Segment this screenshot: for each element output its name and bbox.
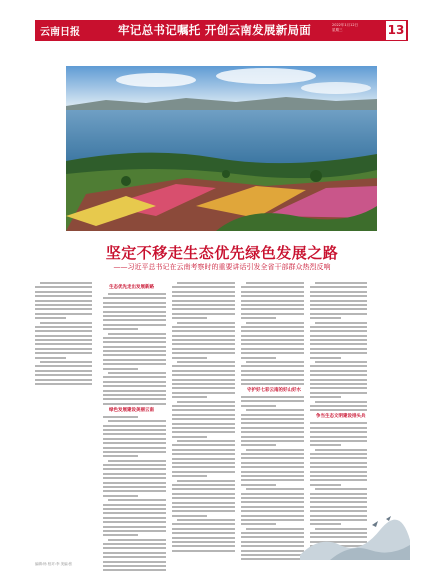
text-line (103, 477, 166, 479)
text-column (241, 282, 304, 563)
text-line (103, 394, 166, 396)
text-line (103, 512, 166, 514)
text-line (241, 497, 304, 499)
text-line (172, 291, 235, 293)
text-line (241, 515, 304, 517)
text-line (241, 414, 304, 416)
text-line (241, 300, 304, 302)
masthead-logo: 云南日报 (40, 27, 80, 38)
text-line (103, 324, 166, 326)
text-line (40, 361, 92, 363)
text-line (172, 370, 235, 372)
text-line (241, 335, 304, 337)
text-line (172, 352, 235, 354)
text-line (108, 499, 166, 501)
text-line (310, 352, 367, 354)
text-line (315, 449, 367, 451)
text-line (103, 381, 166, 383)
text-line (172, 449, 235, 451)
text-line (310, 444, 341, 446)
text-line (241, 418, 304, 420)
text-line (172, 348, 235, 350)
text-line (310, 501, 367, 503)
text-line (246, 488, 304, 490)
text-line (35, 352, 92, 354)
text-line (103, 468, 166, 470)
text-line (241, 308, 304, 310)
text-line (310, 453, 367, 455)
text-line (315, 282, 367, 284)
text-line (172, 510, 235, 512)
text-line (241, 444, 276, 446)
text-line (172, 405, 235, 407)
text-line (172, 475, 207, 477)
text-line (310, 475, 367, 477)
text-line (172, 541, 235, 543)
text-line (172, 308, 235, 310)
text-line (172, 357, 207, 359)
text-line (177, 440, 235, 442)
text-line (172, 396, 207, 398)
text-line (103, 302, 166, 304)
text-line (241, 379, 304, 381)
text-line (103, 438, 166, 440)
banner-headline: 牢记总书记嘱托 开创云南发展新局面 (118, 23, 312, 37)
text-line (241, 536, 304, 538)
text-line (310, 431, 367, 433)
text-line (241, 506, 304, 508)
text-line (310, 317, 341, 319)
text-line (172, 488, 235, 490)
text-line (172, 523, 235, 525)
text-line (310, 295, 367, 297)
text-line (103, 504, 166, 506)
text-line (172, 453, 235, 455)
text-line (241, 352, 304, 354)
text-line (246, 282, 304, 284)
text-line (310, 462, 367, 464)
text-line (315, 361, 367, 363)
text-line (310, 409, 367, 411)
text-line (241, 374, 304, 376)
text-line (35, 374, 92, 376)
text-line (103, 354, 166, 356)
text-line (172, 300, 235, 302)
text-line (103, 346, 166, 348)
text-line (172, 317, 207, 319)
text-line (310, 387, 367, 389)
page-footer: 编辑:杨 校对:李 美编:张 (35, 562, 73, 566)
text-line (241, 453, 304, 455)
text-line (177, 401, 235, 403)
text-line (103, 508, 166, 510)
text-line (310, 291, 367, 293)
text-line (35, 295, 92, 297)
text-line (103, 306, 166, 308)
text-line (241, 554, 304, 556)
text-line (103, 569, 166, 571)
text-line (108, 539, 166, 541)
text-line (103, 486, 166, 488)
text-line (241, 431, 304, 433)
text-line (310, 313, 367, 315)
text-line (310, 436, 367, 438)
text-line (241, 405, 276, 407)
text-line (241, 400, 304, 402)
text-line (172, 295, 235, 297)
text-line (103, 429, 166, 431)
text-line (103, 526, 166, 528)
text-line (103, 495, 138, 497)
issue-date: 2022年1月12日 星期三 (332, 23, 359, 32)
text-line (246, 322, 304, 324)
text-line (172, 414, 235, 416)
text-line (310, 422, 367, 424)
text-line (172, 387, 235, 389)
text-line (172, 484, 235, 486)
text-line (35, 317, 66, 319)
text-line (241, 422, 304, 424)
text-line (172, 326, 235, 328)
text-line (241, 295, 304, 297)
text-line (172, 532, 235, 534)
text-line (172, 462, 235, 464)
text-line (172, 343, 235, 345)
text-line (241, 339, 304, 341)
section-subhead: 生态优先走出发展新路 (109, 285, 154, 290)
text-line (103, 442, 166, 444)
text-line (241, 370, 304, 372)
text-line (241, 541, 304, 543)
text-line (310, 370, 367, 372)
text-line (103, 464, 166, 466)
text-line (310, 396, 341, 398)
text-line (310, 348, 367, 350)
text-line (241, 330, 304, 332)
text-line (241, 501, 304, 503)
text-line (172, 515, 207, 517)
text-line (172, 423, 235, 425)
page-number: 13 (386, 21, 406, 40)
text-line (103, 315, 166, 317)
text-line (241, 348, 304, 350)
text-line (310, 357, 341, 359)
text-line (108, 460, 166, 462)
section-subhead: 绿色发展建设美丽云南 (109, 407, 154, 413)
text-line (177, 480, 235, 482)
text-line (310, 392, 367, 394)
text-line (35, 291, 92, 293)
text-line (103, 337, 166, 339)
text-line (40, 282, 92, 284)
text-line (35, 370, 92, 372)
text-line (35, 335, 92, 337)
text-line (103, 398, 166, 400)
text-line (103, 390, 166, 392)
text-line (246, 409, 304, 411)
text-line (103, 455, 138, 457)
section-subhead: 守护好七彩云南的好山好水 (247, 387, 301, 393)
text-line (35, 326, 92, 328)
text-line (103, 385, 166, 387)
text-line (172, 431, 235, 433)
text-line (172, 339, 235, 341)
text-line (103, 311, 166, 313)
text-line (103, 363, 166, 365)
text-line (241, 466, 304, 468)
text-line (172, 545, 235, 547)
ink-landscape-decoration (300, 505, 410, 560)
text-line (103, 490, 166, 492)
text-line (172, 383, 235, 385)
text-line (172, 466, 235, 468)
text-column (35, 282, 92, 387)
text-line (241, 484, 276, 486)
text-line (310, 300, 367, 302)
text-line (241, 532, 304, 534)
text-line (310, 427, 367, 429)
text-line (172, 458, 235, 460)
text-line (172, 365, 235, 367)
text-line (103, 565, 166, 567)
text-line (241, 286, 304, 288)
text-line (310, 339, 367, 341)
text-line (103, 482, 166, 484)
text-line (35, 383, 92, 385)
text-line (241, 550, 304, 552)
text-line (108, 420, 166, 422)
text-line (310, 466, 367, 468)
text-line (241, 396, 304, 398)
text-line (172, 444, 235, 446)
text-line (177, 322, 235, 324)
text-line (310, 479, 367, 481)
text-line (241, 471, 304, 473)
text-line (172, 502, 235, 504)
text-line (241, 365, 304, 367)
text-line (310, 365, 367, 367)
text-line (103, 319, 166, 321)
text-line (103, 403, 166, 405)
text-line (172, 537, 235, 539)
text-line (103, 350, 166, 352)
text-line (241, 457, 304, 459)
text-line (315, 401, 367, 403)
text-line (241, 545, 304, 547)
text-line (35, 365, 92, 367)
text-line (103, 433, 166, 435)
text-line (241, 558, 304, 560)
text-line (103, 368, 138, 370)
text-line (241, 291, 304, 293)
text-line (172, 409, 235, 411)
text-line (172, 335, 235, 337)
text-line (103, 521, 166, 523)
text-line (310, 379, 367, 381)
article-subtitle: ——习近平总书记在云南考察时的重要讲话引发全省干部群众热烈反响 (113, 263, 331, 271)
text-line (241, 357, 276, 359)
text-line (172, 471, 235, 473)
text-line (241, 462, 304, 464)
text-line (172, 418, 235, 420)
text-line (35, 330, 92, 332)
text-line (241, 427, 304, 429)
text-line (103, 376, 166, 378)
text-line (103, 297, 166, 299)
text-line (315, 488, 367, 490)
text-line (172, 313, 235, 315)
text-line (310, 405, 367, 407)
text-line (35, 339, 92, 341)
text-line (103, 451, 166, 453)
text-line (310, 308, 367, 310)
text-line (310, 374, 367, 376)
text-line (172, 427, 235, 429)
text-line (310, 330, 367, 332)
text-line (310, 326, 367, 328)
text-line (172, 497, 235, 499)
text-line (172, 506, 235, 508)
text-line (241, 510, 304, 512)
text-line (246, 361, 304, 363)
text-line (172, 528, 235, 530)
text-column (172, 282, 235, 554)
text-line (310, 493, 367, 495)
text-line (241, 343, 304, 345)
text-line (35, 304, 92, 306)
text-line (103, 517, 166, 519)
text-line (172, 286, 235, 288)
text-line (103, 328, 138, 330)
text-line (103, 425, 166, 427)
text-line (103, 543, 166, 545)
text-line (241, 304, 304, 306)
text-line (241, 313, 304, 315)
text-line (310, 440, 367, 442)
text-line (172, 392, 235, 394)
text-line (241, 475, 304, 477)
text-line (241, 523, 276, 525)
text-line (246, 528, 304, 530)
text-line (177, 361, 235, 363)
text-line (172, 330, 235, 332)
text-line (108, 333, 166, 335)
text-line (241, 479, 304, 481)
text-line (35, 300, 92, 302)
text-line (35, 357, 66, 359)
text-line (35, 379, 92, 381)
section-subhead: 争当生态文明建设排头兵 (316, 414, 366, 420)
text-line (172, 374, 235, 376)
text-line (310, 457, 367, 459)
text-line (103, 552, 166, 554)
text-line (103, 547, 166, 549)
text-line (103, 447, 166, 449)
text-line (172, 550, 235, 552)
text-line (241, 493, 304, 495)
text-line (310, 343, 367, 345)
text-line (40, 322, 92, 324)
text-line (103, 530, 166, 532)
text-line (310, 383, 367, 385)
lake-landscape-photo (66, 66, 377, 231)
text-line (310, 497, 367, 499)
text-line (103, 359, 166, 361)
text-line (241, 440, 304, 442)
article-title: 坚定不移走生态优先绿色发展之路 (105, 244, 339, 262)
text-column (103, 282, 166, 574)
text-line (241, 383, 304, 385)
text-line (103, 561, 166, 563)
text-line (35, 343, 92, 345)
text-line (241, 326, 304, 328)
text-line (35, 308, 92, 310)
text-line (172, 379, 235, 381)
text-line (177, 282, 235, 284)
text-line (310, 335, 367, 337)
text-line (241, 436, 304, 438)
text-line (103, 416, 138, 418)
text-line (103, 556, 166, 558)
text-line (172, 493, 235, 495)
text-line (241, 519, 304, 521)
text-line (103, 473, 166, 475)
text-line (35, 348, 92, 350)
text-line (310, 471, 367, 473)
text-line (310, 286, 367, 288)
text-line (310, 304, 367, 306)
text-line (35, 286, 92, 288)
text-line (103, 341, 166, 343)
text-line (315, 322, 367, 324)
text-line (103, 534, 138, 536)
text-line (177, 519, 235, 521)
text-line (108, 372, 166, 374)
text-line (241, 317, 276, 319)
text-line (108, 293, 166, 295)
text-line (35, 313, 92, 315)
text-line (172, 304, 235, 306)
text-line (172, 436, 207, 438)
text-line (246, 449, 304, 451)
text-line (310, 484, 341, 486)
